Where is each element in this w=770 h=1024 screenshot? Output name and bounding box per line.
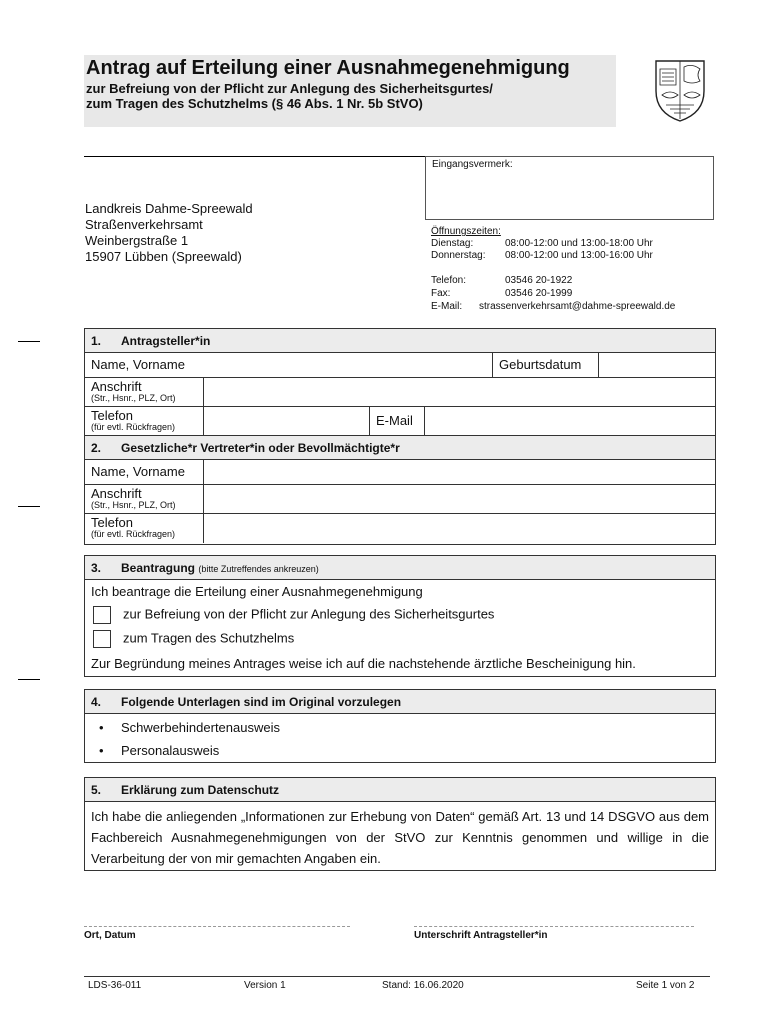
contact-info [431,274,675,313]
hours-day-1: Dienstag: [431,238,474,249]
field-label: Telefon [91,515,133,530]
applicant-name-row [85,353,715,378]
documents-section [84,689,716,763]
field-label: Telefon [91,408,133,423]
email-label: E-Mail: [431,301,463,312]
privacy-section [84,777,716,871]
fax-label: Fax: [431,288,451,299]
phone-label: Telefon: [431,275,467,286]
subtitle-line-2: zum Tragen des Schutzhelms (§ 46 Abs. 1 Nr. 5b StVO) [86,96,423,111]
birthdate-field[interactable] [599,353,715,377]
section-1-header [85,329,715,353]
form-subtitle [86,81,493,111]
address-label-cell [85,485,204,513]
field-hint: (für evtl. Rückfragen) [91,422,176,432]
form-code: LDS-36-011 [88,980,142,991]
hours-heading: Öffnungszeiten: [431,226,501,237]
section-title: Folgende Unterlagen sind im Original vorzulegen [121,695,402,709]
section-title: Beantragung [121,561,196,575]
field-label: Geburtsdatum [499,357,582,372]
applicant-phone-field[interactable] [204,407,370,435]
section-4-header [85,690,715,714]
representative-address-row [85,485,715,514]
applicant-section [84,328,716,545]
recipient-address [85,201,253,265]
address-line-2: Straßenverkehrsamt [85,217,203,232]
section-number: 3. [91,561,102,575]
phone-label-cell [85,514,204,543]
fold-mark [18,506,40,507]
address-line-3: Weinbergstraße 1 [85,233,189,248]
signature-label: Unterschrift Antragsteller*in [414,930,548,941]
address-label-cell [85,378,204,406]
seatbelt-checkbox[interactable] [93,606,111,624]
signature-line[interactable] [414,926,694,928]
field-label: Anschrift [91,486,142,501]
list-item: • Schwerbehindertenausweis [99,720,280,735]
section-5-header [85,778,715,802]
section-2-header [85,436,715,460]
option-label: zum Tragen des Schutzhelms [123,630,295,646]
helmet-checkbox[interactable] [93,630,111,648]
applicant-email-field[interactable] [425,407,715,435]
place-date-label: Ort, Datum [84,930,136,941]
coat-of-arms-icon [650,55,710,123]
list-item: • Personalausweis [99,743,220,758]
representative-name-field[interactable] [204,460,715,484]
subtitle-line-1: zur Befreiung von der Pflicht zur Anlegung des Sicherheitsgurtes/ [86,81,493,96]
applicant-address-row [85,378,715,407]
section-number: 4. [91,695,102,709]
privacy-consent-text: Ich habe die anliegenden „Informationen zur Erhebung von Daten“ gemäß Art. 13 und 14 DSGVO aus dem Fachbereich Ausnahmegenehmigungen von der StVO zur Kenntnis genommen und willige in die Verarbeitung der von mir gemachten Angaben ein. [91,809,709,866]
section-title: Gesetzliche*r Vertreter*in oder Bevollmächtigte*r [121,441,400,455]
fold-mark [18,679,40,680]
applicant-phone-row [85,407,715,436]
address-rule [84,156,430,157]
birthdate-label-cell [493,353,599,377]
section-number: 5. [91,783,102,797]
receipt-stamp-box [425,156,714,220]
request-reason: Zur Begründung meines Antrages weise ich auf die nachstehende ärztliche Bescheinigung hin. [91,656,636,671]
field-label: E-Mail [376,413,413,428]
option-helmet[interactable] [91,630,294,648]
address-line-1: Landkreis Dahme-Spreewald [85,201,253,216]
option-seatbelt[interactable] [91,606,494,624]
section-number: 2. [91,441,102,455]
field-label: Name, Vorname [91,464,185,479]
list-item-text: Personalausweis [121,743,220,758]
phone-label-cell [85,407,204,435]
applicant-address-field[interactable] [204,378,715,406]
opening-hours [431,226,653,262]
email-label-cell [370,407,425,435]
applicant-name-field[interactable] [85,353,493,377]
fax-value: 03546 20-1999 [505,288,573,299]
fold-mark [18,341,40,342]
name-label-cell [85,460,204,484]
representative-address-field[interactable] [204,485,715,513]
form-date: Stand: 16.06.2020 [382,980,464,991]
field-hint: (Str., Hsnr., PLZ, Ort) [91,393,176,403]
hours-time-2: 08:00-12:00 und 13:00-16:00 Uhr [505,250,653,261]
section-hint: (bitte Zutreffendes ankreuzen) [198,564,319,574]
field-label: Anschrift [91,379,142,394]
address-line-4: 15907 Lübben (Spreewald) [85,249,242,264]
hours-time-1: 08:00-12:00 und 13:00-18:00 Uhr [505,238,653,249]
section-title: Antragsteller*in [121,334,211,348]
representative-name-row [85,460,715,485]
field-label: Name, Vorname [91,357,185,372]
section-3-header [85,556,715,580]
place-date-line[interactable] [84,926,350,928]
form-title: Antrag auf Erteilung einer Ausnahmegenehmigung [86,57,570,79]
section-number: 1. [91,334,102,348]
option-label: zur Befreiung von der Pflicht zur Anlegung des Sicherheitsgurtes [123,606,495,622]
phone-value: 03546 20-1922 [505,275,573,286]
form-version: Version 1 [244,980,286,991]
receipt-label: Eingangsvermerk: [432,159,513,170]
section-title: Erklärung zum Datenschutz [121,783,280,797]
request-intro: Ich beantrage die Erteilung einer Ausnahmegenehmigung [91,584,423,599]
representative-phone-field[interactable] [204,514,715,543]
hours-day-2: Donnerstag: [431,250,486,261]
field-hint: (für evtl. Rückfragen) [91,529,176,539]
footer-rule [84,976,710,977]
representative-phone-row [85,514,715,543]
page-number: Seite 1 von 2 [636,980,695,991]
request-section [84,555,716,677]
field-hint: (Str., Hsnr., PLZ, Ort) [91,500,176,510]
list-item-text: Schwerbehindertenausweis [121,720,280,735]
email-link[interactable]: strassenverkehrsamt@dahme-spreewald.de [479,301,676,312]
